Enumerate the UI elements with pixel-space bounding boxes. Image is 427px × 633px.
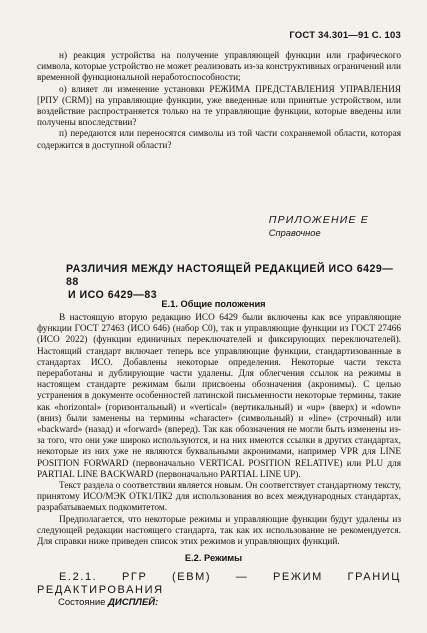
state-line <box>58 597 158 608</box>
subsection-e21 <box>37 571 401 597</box>
section-heading-e1: Е.1. Общие положения <box>161 299 266 309</box>
main-paragraph-3: Предполагается, что некоторые режимы и управляющие функции будут удалены из следующей редакции настоящего стандарта, так как их использование не рекомендуется. Для справки ниже приведен список этих режимов и управляющих функций. <box>37 514 401 548</box>
state-label: Состояние <box>58 597 106 608</box>
appendix-label <box>269 214 369 238</box>
state-value: ДИСПЛЕЙ: <box>108 597 159 608</box>
main-paragraph-2: Текст раздела о соответствии является новым. Он соответствует стандартному тексту, принятому ИСО/МЭК ОТК1/ПК2 для использования во всех международных стандартах, разрабатываемых подкомитетом. <box>37 481 401 514</box>
main-title <box>66 263 396 302</box>
paragraph-n: н) реакция устройства на получение управляющей функции или графического символа, которые устройство не может реализовать из-за конструктивных ограничений или временной функциональной неработоспособности; <box>37 51 401 84</box>
appendix-subtitle: Справочное <box>268 228 321 238</box>
paragraph-p: п) передаются или переносятся символы из той части сохраняемой области, которая содержится в доступной области? <box>37 129 401 151</box>
paragraph-o: о) влияет ли изменение установки РЕЖИМА ПРЕДСТАВЛЕНИЯ УПРАВЛЕНИЯ [РПУ (CRM)] на управляющие функции, уже введенные или принятые устройством, или воздействие распространяется только на те управляющие функции, которые введены или получены впоследствии? <box>37 84 401 129</box>
top-text-block <box>37 51 401 152</box>
subsection-e21-text: Е.2.1. РГР (ЕВМ) — РЕЖИМ ГРАНИЦ РЕДАКТИРОВАНИЯ <box>37 571 401 596</box>
main-paragraph-1: В настоящую вторую редакцию ИСО 6429 были включены как все управляющие функции ГОСТ 27463 (ИСО 646) (набор С0), так и управляющие функции из ГОСТ 27466 (ИСО 2022) (функции единичных переключателей и фиксирующих переключателей). Настоящий стандарт включает теперь все управляющие функции, стандартизованные в стандартах ИСО. Добавлены некоторые определения. Некоторые части текста переработаны и дублирующие части удалены. Для облегчения ссылок на режимы в настоящем стандарте режимам были присвоены обозначения (акронимы). С целью устранения в документе особенностей латинской письменности некоторые термины, такие как «horizontal» (горизонтальный) и «vertical» (вертикальный) и «up» (вверх) и «down» (вниз) были заменены на термины «character» (символьный) и «line» (строчный) или «backward» (назад) и «forward» (вперед). Так как обозначения не могли быть изменены из-за того, что они уже широко используются, и на них имеются ссылки в других стандартах, некоторые из них уже не являются буквальными акронимами, например VPR для LINE POSITION FORWARD (первоначально VERTICAL POSITION RELATIVE) или PLU для PARTIAL LINE BACKWARD (первоначально PARTIAL LINE UP). <box>37 313 401 480</box>
main-title-line-2: И ИСО 6429—83 <box>68 289 158 301</box>
appendix-title: ПРИЛОЖЕНИЕ Е <box>268 214 369 226</box>
section-heading-e2: Е.2. Режимы <box>184 553 243 563</box>
main-title-line-1: РАЗЛИЧИЯ МЕЖДУ НАСТОЯЩЕЙ РЕДАКЦИЕЙ ИСО 6429—88 <box>66 263 394 288</box>
main-text-block <box>37 313 401 548</box>
page-header: ГОСТ 34.301—91 С. 103 <box>289 30 401 41</box>
